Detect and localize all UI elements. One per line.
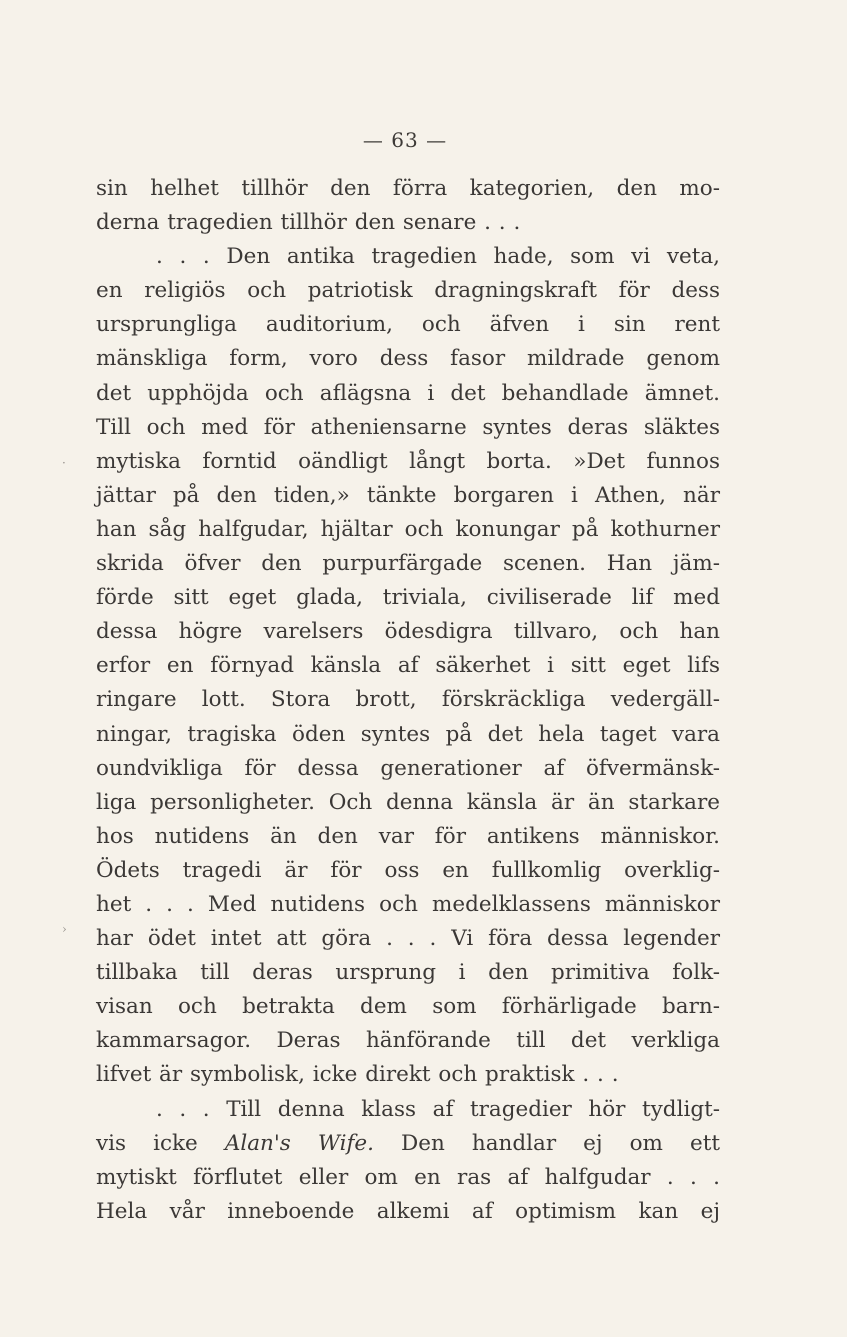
text-segment: vis icke <box>96 1130 198 1156</box>
text-line: het . . . Med nutidens och medelklassens människor <box>96 891 720 917</box>
text-line-with-title <box>96 1127 720 1161</box>
text-line: en religiös och patriotisk dragningskraft för dess <box>96 278 720 304</box>
text-line: ningar, tragiska öden syntes på det hela taget vara <box>96 721 720 747</box>
margin-mark: · <box>62 456 66 470</box>
text-line: . . . Till denna klass af tragedier hör tydligt- <box>156 1096 720 1122</box>
text-line: det upphöjda och aflägsna i det behandlade ämnet. <box>96 380 720 406</box>
text-line: mytiska forntid oändligt långt borta. »Det funnos <box>96 448 720 474</box>
text-line: jättar på den tiden,» tänkte borgaren i Athen, när <box>96 482 720 508</box>
text-line: ursprungliga auditorium, och äfven i sin rent <box>96 312 720 338</box>
body-text <box>96 172 720 1229</box>
text-line: sin helhet tillhör den förra kategorien, den mo- <box>96 176 720 201</box>
text-line: han såg halfgudar, hjältar och konungar på kothurner <box>96 516 720 542</box>
text-line: Ödets tragedi är för oss en fullkomlig overklig- <box>96 857 720 883</box>
text-line: har ödet intet att göra . . . Vi föra dessa legender <box>96 926 720 952</box>
text-line: mytiskt förflutet eller om en ras af halfgudar . . . <box>96 1164 720 1190</box>
margin-mark: › <box>62 922 67 936</box>
text-line: Hela vår inneboende alkemi af optimism kan ej <box>96 1198 720 1224</box>
text-line: förde sitt eget glada, triviala, civiliserade lif med <box>96 585 720 611</box>
text-line: kammarsagor. Deras hänförande till det verkliga <box>96 1028 720 1054</box>
text-line: dessa högre varelsers ödesdigra tillvaro, och han <box>96 619 720 645</box>
text-line: Till och med för atheniensarne syntes deras släktes <box>96 414 720 440</box>
text-line: skrida öfver den purpurfärgade scenen. Han jäm- <box>96 551 720 577</box>
text-line: ringare lott. Stora brott, förskräckliga vedergäll- <box>96 687 720 713</box>
text-line: liga personligheter. Och denna känsla är än starkare <box>96 789 720 815</box>
work-title: Alan's Wife. <box>224 1130 374 1156</box>
page-number: — 63 — <box>362 128 448 152</box>
text-line: derna tragedien tillhör den senare . . . <box>96 210 521 236</box>
text-line: lifvet är symbolisk, icke direkt och praktisk . . . <box>96 1062 619 1088</box>
text-segment: Den handlar ej om ett <box>401 1130 720 1156</box>
text-line: erfor en förnyad känsla af säkerhet i sitt eget lifs <box>96 653 720 679</box>
text-line: . . . Den antika tragedien hade, som vi veta, <box>156 244 720 270</box>
text-line: oundvikliga för dessa generationer af öfvermänsk- <box>96 755 720 781</box>
text-line: visan och betrakta dem som förhärligade barn- <box>96 994 720 1020</box>
text-line: tillbaka till deras ursprung i den primitiva folk- <box>96 960 720 986</box>
text-line: hos nutidens än den var för antikens människor. <box>96 823 720 849</box>
text-line: mänskliga form, voro dess fasor mildrade genom <box>96 346 720 372</box>
